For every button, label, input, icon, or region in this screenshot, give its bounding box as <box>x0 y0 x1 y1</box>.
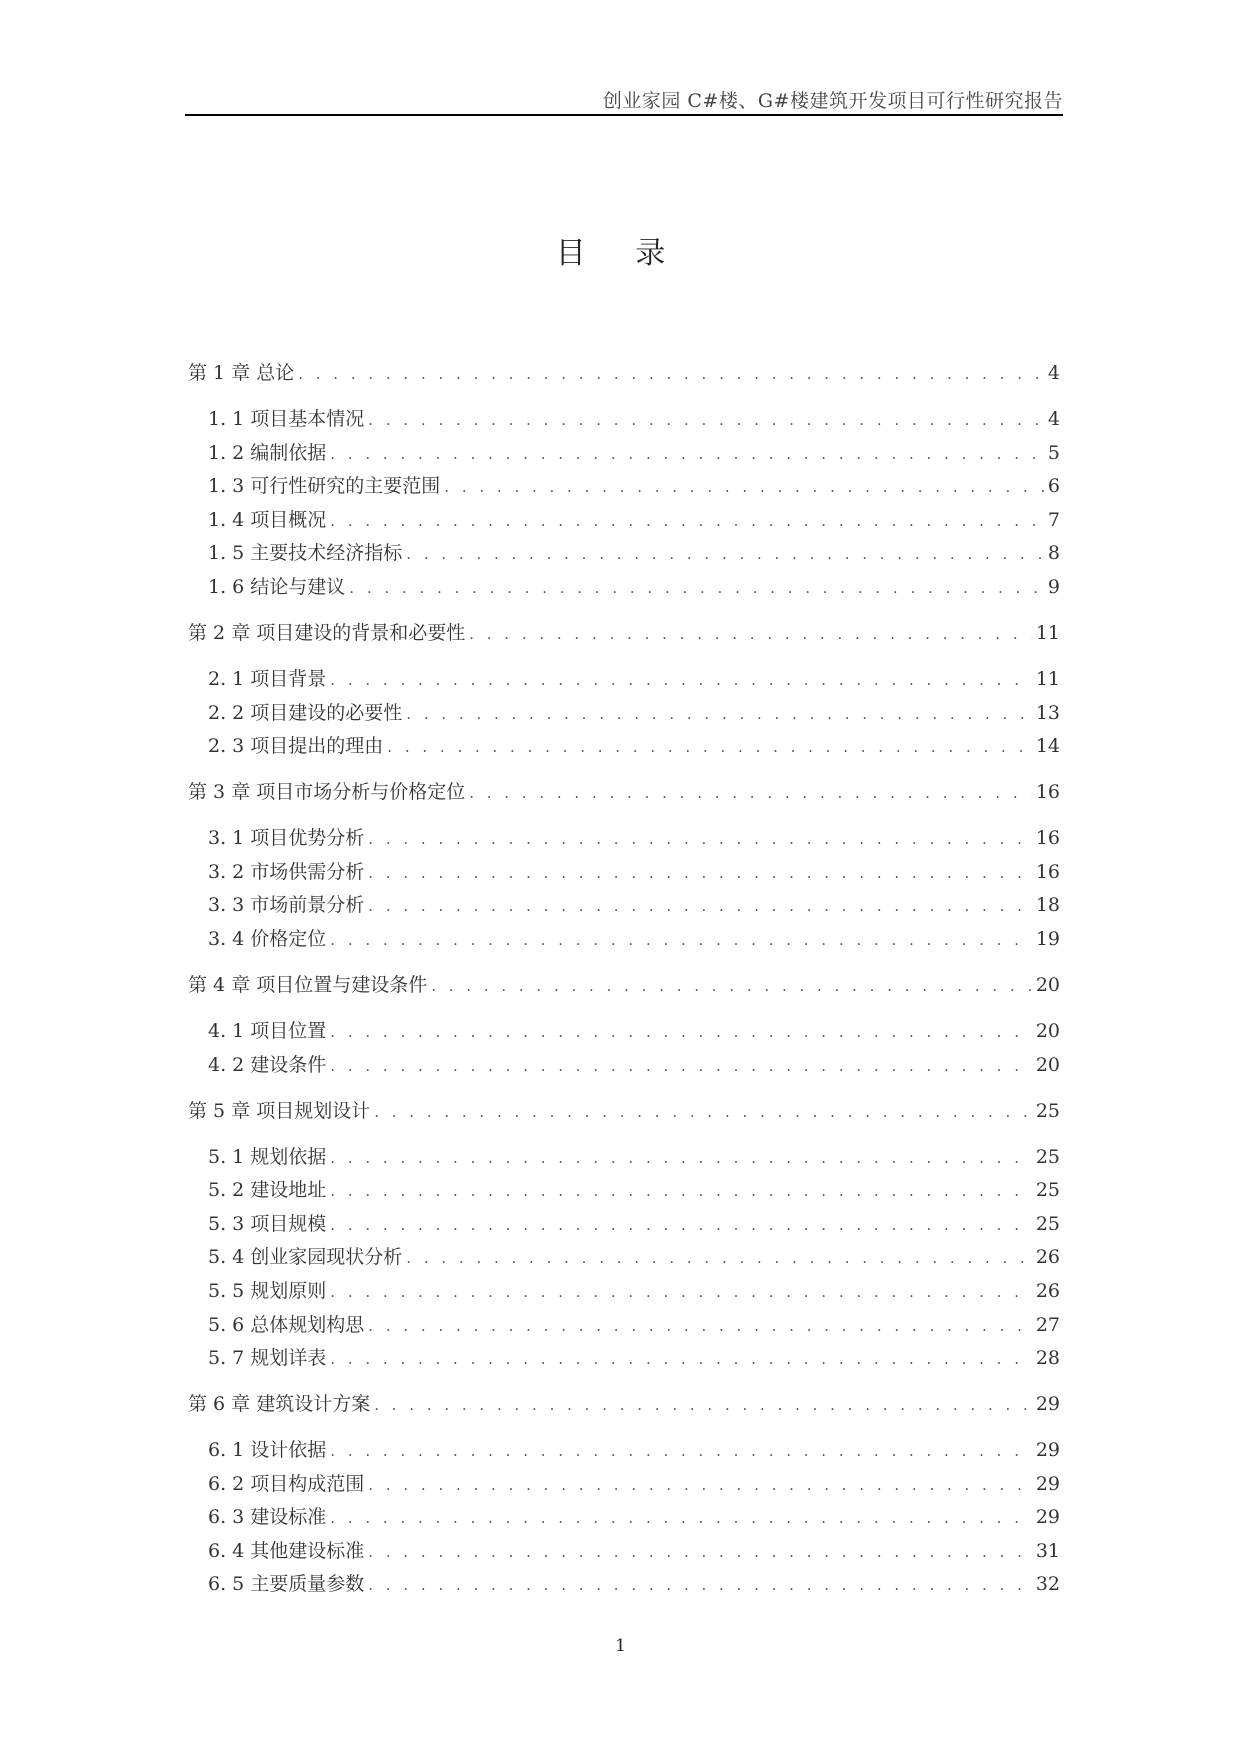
toc-section-entry[interactable] <box>188 733 1060 760</box>
running-header: 创业家园 C#楼、G#楼建筑开发项目可行性研究报告 <box>602 90 1063 112</box>
toc-entry-page: 8 <box>1047 542 1060 565</box>
toc-entry-label: 4. 1 项目位置 <box>208 1019 327 1042</box>
toc-dot-leader <box>368 1472 1032 1498</box>
toc-entry-page: 4 <box>1047 362 1060 384</box>
toc-entry-label: 2. 3 项目提出的理由 <box>208 735 384 758</box>
toc-entry-page: 16 <box>1035 860 1060 883</box>
toc-section-entry[interactable] <box>188 1312 1060 1339</box>
toc-entry-label: 第 6 章 建筑设计方案 <box>188 1393 371 1416</box>
toc-section-entry[interactable] <box>188 406 1060 433</box>
toc-entry-page: 14 <box>1035 735 1060 758</box>
toc-dot-leader <box>330 927 1032 953</box>
toc-entry-label: 6. 2 项目构成范围 <box>208 1472 365 1495</box>
toc-section-entry[interactable] <box>188 1437 1060 1464</box>
toc-entry-label: 第 3 章 项目市场分析与价格定位 <box>188 781 466 804</box>
toc-entry-label: 5. 5 规划原则 <box>208 1279 327 1302</box>
table-of-contents <box>188 360 1060 1605</box>
toc-entry-page: 11 <box>1035 667 1060 690</box>
toc-entry-label: 第 5 章 项目规划设计 <box>188 1099 371 1122</box>
toc-section-entry[interactable] <box>188 666 1060 693</box>
toc-section-entry[interactable] <box>188 1244 1060 1271</box>
toc-section-entry[interactable] <box>188 892 1060 919</box>
toc-dot-leader <box>330 1438 1032 1464</box>
toc-dot-leader <box>469 621 1032 647</box>
toc-section-entry[interactable] <box>188 926 1060 953</box>
toc-entry-label: 第 4 章 项目位置与建设条件 <box>188 973 428 996</box>
toc-dot-leader <box>330 1145 1032 1171</box>
toc-section-entry[interactable] <box>188 1538 1060 1565</box>
toc-entry-page: 13 <box>1035 701 1060 724</box>
toc-entry-page: 32 <box>1035 1573 1060 1596</box>
toc-dot-leader <box>431 973 1032 999</box>
toc-chapter-entry[interactable] <box>188 1391 1060 1418</box>
toc-dot-leader <box>330 667 1032 693</box>
toc-entry-page: 7 <box>1047 508 1060 531</box>
toc-entry-label: 1. 1 项目基本情况 <box>208 408 365 430</box>
toc-entry-label: 4. 2 建设条件 <box>208 1053 327 1076</box>
toc-entry-page: 5 <box>1047 441 1060 464</box>
toc-dot-leader <box>368 1539 1032 1565</box>
toc-entry-page: 29 <box>1035 1472 1060 1495</box>
toc-entry-page: 18 <box>1035 894 1060 917</box>
toc-dot-leader <box>368 826 1032 852</box>
toc-section-entry[interactable] <box>188 859 1060 886</box>
toc-entry-page: 31 <box>1035 1539 1060 1562</box>
toc-dot-leader <box>368 1572 1032 1598</box>
toc-entry-label: 6. 3 建设标准 <box>208 1506 327 1529</box>
toc-entry-label: 2. 1 项目背景 <box>208 667 327 690</box>
toc-section-entry[interactable] <box>188 1571 1060 1598</box>
toc-entry-label: 3. 2 市场供需分析 <box>208 860 365 883</box>
toc-entry-page: 29 <box>1035 1393 1060 1416</box>
toc-entry-page: 29 <box>1035 1439 1060 1462</box>
toc-entry-page: 20 <box>1035 973 1060 996</box>
toc-entry-label: 6. 1 设计依据 <box>208 1439 327 1462</box>
toc-entry-page: 25 <box>1035 1099 1060 1122</box>
toc-entry-label: 1. 2 编制依据 <box>208 441 327 464</box>
toc-entry-label: 第 2 章 项目建设的背景和必要性 <box>188 621 466 644</box>
toc-section-entry[interactable] <box>188 507 1060 534</box>
toc-chapter-entry[interactable] <box>188 1098 1060 1125</box>
toc-chapter-entry[interactable] <box>188 779 1060 806</box>
toc-dot-leader <box>368 860 1032 886</box>
toc-entry-label: 5. 3 项目规模 <box>208 1212 327 1235</box>
page-number: 1 <box>615 1636 626 1656</box>
toc-dot-leader <box>469 780 1032 806</box>
toc-entry-label: 1. 5 主要技术经济指标 <box>208 542 403 565</box>
toc-entry-page: 25 <box>1035 1145 1060 1168</box>
toc-section-entry[interactable] <box>188 1177 1060 1204</box>
toc-entry-label: 5. 6 总体规划构思 <box>208 1313 365 1336</box>
toc-dot-leader <box>387 734 1032 760</box>
toc-dot-leader <box>406 701 1032 727</box>
toc-entry-page: 16 <box>1035 781 1060 804</box>
toc-entry-label: 3. 3 市场前景分析 <box>208 894 365 917</box>
toc-entry-page: 27 <box>1035 1313 1060 1336</box>
toc-dot-leader <box>298 361 1044 387</box>
toc-entry-page: 25 <box>1035 1179 1060 1202</box>
toc-section-entry[interactable] <box>188 1278 1060 1305</box>
toc-entry-label: 1. 3 可行性研究的主要范围 <box>208 475 441 498</box>
toc-chapter-entry[interactable] <box>188 972 1060 999</box>
toc-dot-leader <box>368 893 1032 919</box>
toc-dot-leader <box>374 1099 1032 1125</box>
toc-dot-leader <box>330 1019 1032 1045</box>
toc-section-entry[interactable] <box>188 1144 1060 1171</box>
toc-entry-label: 1. 4 项目概况 <box>208 508 327 531</box>
toc-entry-label: 5. 1 规划依据 <box>208 1145 327 1168</box>
toc-dot-leader <box>330 1346 1032 1372</box>
toc-entry-label: 5. 7 规划详表 <box>208 1347 327 1370</box>
toc-entry-label: 5. 2 建设地址 <box>208 1179 327 1202</box>
toc-entry-page: 9 <box>1047 575 1060 598</box>
toc-entry-page: 16 <box>1035 827 1060 850</box>
toc-dot-leader <box>374 1392 1032 1418</box>
toc-entry-page: 6 <box>1047 475 1060 498</box>
toc-entry-page: 20 <box>1035 1053 1060 1076</box>
toc-entry-label: 3. 1 项目优势分析 <box>208 827 365 850</box>
toc-entry-page: 26 <box>1035 1246 1060 1269</box>
toc-dot-leader <box>349 575 1044 601</box>
toc-section-entry[interactable] <box>188 1018 1060 1045</box>
toc-dot-leader <box>368 1313 1032 1339</box>
toc-section-entry[interactable] <box>188 700 1060 727</box>
toc-entry-page: 28 <box>1035 1347 1060 1370</box>
toc-section-entry[interactable] <box>188 574 1060 601</box>
toc-dot-leader <box>330 1279 1032 1305</box>
toc-dot-leader <box>330 441 1044 467</box>
toc-entry-page: 4 <box>1047 408 1060 430</box>
toc-entry-label: 6. 5 主要质量参数 <box>208 1573 365 1596</box>
toc-section-entry[interactable] <box>188 1052 1060 1079</box>
toc-entry-page: 25 <box>1035 1212 1060 1235</box>
toc-section-entry[interactable] <box>188 440 1060 467</box>
toc-entry-page: 19 <box>1035 927 1060 950</box>
toc-dot-leader <box>330 1178 1032 1204</box>
toc-entry-page: 11 <box>1035 621 1060 644</box>
toc-dot-leader <box>330 1212 1032 1238</box>
header-rule <box>185 114 1063 116</box>
toc-entry-label: 3. 4 价格定位 <box>208 927 327 950</box>
toc-entry-label: 1. 6 结论与建议 <box>208 575 346 598</box>
toc-dot-leader <box>406 541 1044 567</box>
toc-entry-page: 26 <box>1035 1279 1060 1302</box>
toc-section-entry[interactable] <box>188 1211 1060 1238</box>
toc-entry-label: 5. 4 创业家园现状分析 <box>208 1246 403 1269</box>
toc-dot-leader <box>406 1245 1032 1271</box>
toc-entry-page: 20 <box>1035 1019 1060 1042</box>
toc-entry-label: 2. 2 项目建设的必要性 <box>208 701 403 724</box>
toc-dot-leader <box>330 508 1044 534</box>
toc-title: 目 录 <box>555 236 686 271</box>
toc-entry-label: 第 1 章 总论 <box>188 362 295 384</box>
toc-chapter-entry[interactable] <box>188 620 1060 647</box>
toc-dot-leader <box>368 407 1044 433</box>
toc-section-entry[interactable] <box>188 825 1060 852</box>
toc-chapter-entry[interactable] <box>188 360 1060 387</box>
toc-entry-label: 6. 4 其他建设标准 <box>208 1539 365 1562</box>
toc-section-entry[interactable] <box>188 473 1060 500</box>
toc-section-entry[interactable] <box>188 540 1060 567</box>
toc-dot-leader <box>444 474 1044 500</box>
toc-dot-leader <box>330 1505 1032 1531</box>
toc-entry-page: 29 <box>1035 1506 1060 1529</box>
toc-section-entry[interactable] <box>188 1471 1060 1498</box>
toc-section-entry[interactable] <box>188 1345 1060 1372</box>
toc-dot-leader <box>330 1053 1032 1079</box>
toc-section-entry[interactable] <box>188 1504 1060 1531</box>
